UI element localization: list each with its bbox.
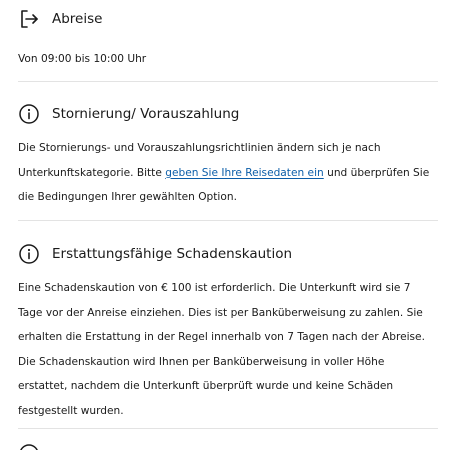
exit-arrow-icon [18, 8, 40, 30]
checkout-section [18, 7, 434, 72]
checkout-header [18, 7, 434, 31]
cancellation-header [18, 102, 434, 126]
info-circle-icon [18, 103, 40, 125]
cancellation-text [18, 136, 434, 210]
cancellation-title: Stornierung/ Vorauszahlung [52, 106, 240, 122]
divider [18, 220, 438, 221]
divider [18, 428, 438, 429]
cancellation-section [18, 102, 434, 210]
deposit-header [18, 242, 434, 266]
cancellation-text-end: und überprüfen Sie die Bedingungen Ihrer gewählten Option. [18, 166, 430, 203]
enter-travel-dates-link[interactable]: geben Sie Ihre Reisedaten ein [165, 166, 324, 179]
divider [18, 81, 438, 82]
deposit-text: Eine Schadenskaution von € 100 ist erforderlich. Die Unterkunft wird sie 7 Tage vor der Anreise einziehen. Dies ist per Banküberweisung zu zahlen. Sie erhalten die Erstattung in der Regel innerhalb von 7 Tagen nach der Abreise. Die Schadenskaution wird Ihnen per Banküberweisung in voller Höhe erstattet, nachdem die Unterkunft überprüft wurde und keine Schäden festgestellt wurden. [18, 282, 425, 417]
checkout-title: Abreise [52, 11, 103, 27]
checkout-time: Von 09:00 bis 10:00 Uhr [18, 53, 147, 65]
deposit-section [18, 242, 434, 423]
deposit-title: Erstattungsfähige Schadenskaution [52, 246, 293, 262]
info-circle-icon [18, 243, 40, 265]
info-circle-icon [18, 443, 40, 450]
cancellation-text-start: Die Stornierungs- und Vorauszahlungsrichtlinien ändern sich je nach Unterkunftskategorie. Bitte [18, 142, 381, 179]
